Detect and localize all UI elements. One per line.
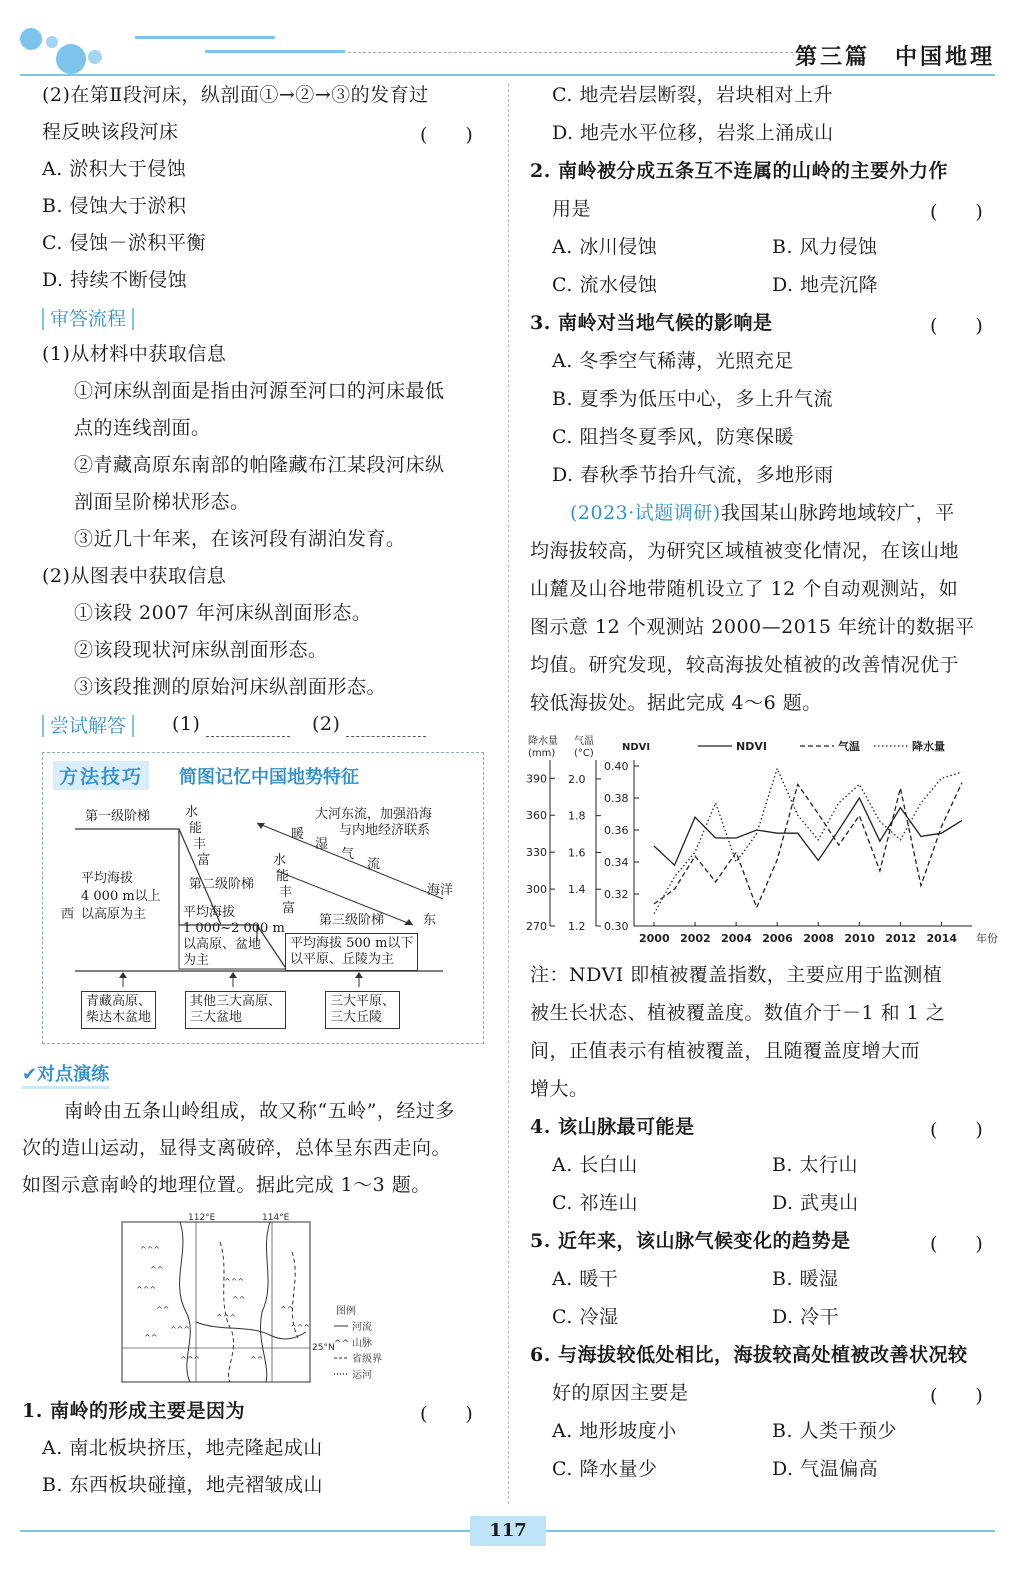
try-answer-1-label: (1) <box>172 713 201 735</box>
temp-tick-label: 1.2 <box>568 920 586 933</box>
step2-desc: 平均海拔 <box>183 905 236 920</box>
legend-label: 降水量 <box>912 740 945 753</box>
x-tick-label: 2010 <box>844 932 875 945</box>
option[interactable]: C. 地壳岩层断裂，岩块相对上升 <box>552 84 833 106</box>
flow-line: ①该段 2007 年河床纵剖面形态。 <box>74 602 372 624</box>
hydro-char: 能 <box>276 869 290 884</box>
x-tick-label: 2002 <box>680 932 711 945</box>
column-divider <box>508 84 509 1504</box>
option[interactable]: D. 地壳沉降 <box>772 274 879 296</box>
step2-desc: 以高原、盆地 <box>183 937 262 952</box>
step2-desc: 为主 <box>183 953 210 968</box>
deco-dot <box>56 44 86 74</box>
ndvi-tick-label: 0.30 <box>604 920 629 933</box>
series-line-precip <box>654 768 962 913</box>
answer-paren[interactable]: ( ) <box>420 124 473 146</box>
answer-paren[interactable]: ( ) <box>930 201 983 223</box>
series-line-temp <box>654 783 962 908</box>
region-box-2 <box>185 991 286 1029</box>
step3-label: 第三级阶梯 <box>319 913 385 928</box>
option[interactable]: A. 冰川侵蚀 <box>552 236 658 258</box>
temp-tick-label: 1.6 <box>568 846 586 860</box>
svg-text:^^: ^^ <box>250 1355 264 1364</box>
svg-text:^^^: ^^^ <box>140 1245 161 1254</box>
option[interactable]: B. 侵蚀大于淤积 <box>42 195 187 217</box>
passage-text: 我国某山脉跨地域较广，平 <box>720 502 955 524</box>
hydro-char: 丰 <box>193 837 207 852</box>
flow-tag-label: 审答流程 <box>42 308 134 330</box>
lon-label-114: 114°E <box>262 1213 290 1223</box>
hydro-char: 丰 <box>279 885 293 900</box>
option[interactable]: C. 侵蚀－淤积平衡 <box>42 232 206 254</box>
question-5: 5. 近年来，该山脉气候变化的趋势是 <box>530 1230 851 1252</box>
svg-text:^^: ^^ <box>156 1305 170 1314</box>
note-line: 间，正值表示有植被覆盖，且随覆盖度增大而 <box>530 1040 921 1062</box>
option[interactable]: B. 暖湿 <box>772 1268 839 1290</box>
step2-label: 第二级阶梯 <box>189 877 255 892</box>
question-1: 1. 南岭的形成主要是因为 <box>22 1400 245 1422</box>
option[interactable]: A. 地形坡度小 <box>552 1420 677 1442</box>
option[interactable]: D. 春秋季节抬升气流，多地形雨 <box>552 464 834 486</box>
ndvi-tick-label: 0.34 <box>604 856 629 869</box>
answer-paren[interactable]: ( ) <box>930 1385 983 1407</box>
hydro-char: 水 <box>273 853 287 868</box>
svg-text:^^: ^^ <box>232 1295 246 1304</box>
flow-tag <box>42 304 134 331</box>
practice-tag <box>22 1060 109 1089</box>
question-6-line1: 6. 与海拔较低处相比，海拔较高处植被改善状况较 <box>530 1344 968 1366</box>
lon-label-112: 112°E <box>188 1213 216 1223</box>
air-char: 暖 <box>291 827 305 842</box>
svg-text:^^: ^^ <box>280 1305 294 1314</box>
precip-tick-label: 390 <box>526 772 547 786</box>
deco-bar <box>205 50 345 53</box>
svg-text:^^^: ^^^ <box>170 1325 191 1334</box>
flow-line: ②青藏高原东南部的帕隆藏布江某段河床纵 <box>74 454 445 476</box>
legend-border: 省级界 <box>352 1354 382 1365</box>
option[interactable]: D. 地壳水平位移，岩浆上涌成山 <box>552 122 834 144</box>
ndvi-axis-label: NDVI <box>622 742 651 753</box>
option[interactable]: A. 长白山 <box>552 1154 638 1176</box>
passage-line: 山麓及山谷地带随机设立了 12 个自动观测站，如 <box>530 578 959 600</box>
svg-text:^^: ^^ <box>144 1333 158 1342</box>
answer-paren[interactable]: ( ) <box>930 1233 983 1255</box>
step3-desc-line: 平均海拔 500 m以下 <box>290 936 414 951</box>
x-tick-label: 2012 <box>885 932 917 945</box>
option[interactable]: B. 人类干预少 <box>772 1420 898 1442</box>
region-box-1 <box>81 991 156 1029</box>
method-title: 简图记忆中国地势特征 <box>179 767 359 788</box>
source-tag: (2023·试题调研) <box>570 502 721 524</box>
precip-tick-label: 270 <box>526 920 547 933</box>
lat-label-25n: 25°N <box>312 1343 335 1353</box>
note-line: 被生长状态、植被覆盖度。数值介于－1 和 1 之 <box>530 1002 946 1024</box>
question-4: 4. 该山脉最可能是 <box>530 1116 695 1138</box>
flow-line: ③该段推测的原始河床纵剖面形态。 <box>74 676 387 698</box>
answer-paren[interactable]: ( ) <box>420 1403 473 1425</box>
flow-line: 点的连线剖面。 <box>74 417 211 439</box>
intro-line: 如图示意南岭的地理位置。据此完成 1～3 题。 <box>22 1174 431 1196</box>
x-tick-label: 2004 <box>721 932 752 945</box>
temp-tick-label: 2.0 <box>568 772 586 786</box>
practice-tag-label: 对点演练 <box>37 1064 110 1085</box>
intro-line: 次的造山运动，显得支离破碎，总体呈东西走向。 <box>22 1137 452 1159</box>
legend-canal: 运河 <box>352 1370 372 1381</box>
passage-line-1 <box>570 500 955 526</box>
try-tag <box>42 711 134 738</box>
svg-text:^^^: ^^^ <box>290 1323 311 1332</box>
step2-desc: 1 000~2 000 m <box>183 921 285 936</box>
option[interactable]: B. 东西板块碰撞，地壳褶皱成山 <box>42 1474 324 1496</box>
svg-text:^^^: ^^^ <box>180 1355 201 1364</box>
region-box-line: 三大盆地 <box>190 1010 243 1025</box>
temp-axis-label: 气温 <box>574 736 594 747</box>
option[interactable]: B. 太行山 <box>772 1154 859 1176</box>
step1-desc: 以高原为主 <box>81 907 147 922</box>
question-2-line1: 2. 南岭被分成五条互不连属的山岭的主要外力作 <box>530 160 948 182</box>
precip-tick-label: 330 <box>526 846 547 860</box>
question-part2-line1: (2)在第Ⅱ段河床，纵剖面①→②→③的发育过 <box>42 84 429 106</box>
flow-line: ①河床纵剖面是指由河源至河口的河床最低 <box>74 380 445 402</box>
option[interactable]: A. 暖干 <box>552 1268 619 1290</box>
region-box-3 <box>325 991 400 1029</box>
step1-label: 第一级阶梯 <box>85 809 151 824</box>
intro-line: 南岭由五条山岭组成，故又称“五岭”，经过多 <box>64 1100 455 1122</box>
x-tick-label: 2006 <box>762 932 793 945</box>
option[interactable]: A. 淤积大于侵蚀 <box>42 158 187 180</box>
svg-text:^^^: ^^^ <box>224 1277 245 1286</box>
hydro-char: 富 <box>197 853 211 868</box>
deco-dot <box>46 36 58 48</box>
option[interactable]: C. 流水侵蚀 <box>552 274 658 296</box>
temp-tick-label: 1.4 <box>568 883 586 897</box>
question-6-line2: 好的原因主要是 <box>552 1382 689 1404</box>
header-rule <box>20 74 995 76</box>
question-2-line2: 用是 <box>552 198 592 220</box>
method-box <box>42 752 484 1044</box>
precip-tick-label: 360 <box>526 809 547 823</box>
question-3: 3. 南岭对当地气候的影响是 <box>530 312 773 334</box>
ndvi-tick-label: 0.38 <box>604 792 629 805</box>
x-axis-label: 年份 <box>976 932 998 945</box>
try-answer-2-blank[interactable] <box>346 736 426 737</box>
passage-line: 均海拔较高，为研究区域植被变化情况，在该山地 <box>530 540 960 562</box>
legend-mountain-symbol: ^^ <box>334 1339 350 1349</box>
deco-bar <box>135 36 275 39</box>
method-tag: 方法技巧 <box>53 761 149 790</box>
ndvi-chart <box>522 730 1002 955</box>
hydro-char: 富 <box>282 901 296 916</box>
option[interactable]: A. 南北板块挤压，地壳隆起成山 <box>42 1437 323 1459</box>
river-note: 大河东流，加强沿海 <box>315 807 433 822</box>
page-number: 117 <box>470 1516 546 1546</box>
answer-paren[interactable]: ( ) <box>930 1119 983 1141</box>
region-box-line: 三大丘陵 <box>330 1010 383 1025</box>
region-box-line: 柴达木盆地 <box>86 1010 152 1025</box>
step3-desc <box>285 933 418 971</box>
temp-axis-label: (°C) <box>574 748 594 759</box>
option[interactable]: B. 风力侵蚀 <box>772 236 878 258</box>
note-line: 注：NDVI 即植被覆盖指数，主要应用于监测植 <box>530 964 943 986</box>
step3-desc-line: 以平原、丘陵为主 <box>290 952 395 967</box>
region-box-line: 其他三大高原、 <box>190 994 282 1009</box>
question-part2-line2: 程反映该段河床 <box>42 121 179 143</box>
section-title: 第三篇 中国地理 <box>794 45 995 70</box>
option[interactable]: C. 降水量少 <box>552 1458 658 1480</box>
air-char: 流 <box>367 857 381 872</box>
note-line: 增大。 <box>530 1078 589 1100</box>
svg-text:^^: ^^ <box>150 1265 164 1274</box>
x-tick-label: 2000 <box>639 932 670 945</box>
option[interactable]: C. 阻挡冬夏季风，防寒保暖 <box>552 426 794 448</box>
precip-axis-label: (mm) <box>528 748 556 759</box>
deco-dot <box>20 28 42 50</box>
passage-line: 均值。研究发现，较高海拔处植被的改善情况优于 <box>530 654 960 676</box>
ndvi-tick-label: 0.36 <box>604 824 629 837</box>
air-char: 气 <box>341 847 355 862</box>
option[interactable]: D. 持续不断侵蚀 <box>42 269 188 291</box>
region-box-line: 青藏高原、 <box>86 994 152 1009</box>
legend-mountain: 山脉 <box>352 1338 372 1349</box>
x-tick-label: 2008 <box>803 932 834 945</box>
option[interactable]: B. 夏季为低压中心，多上升气流 <box>552 388 834 410</box>
svg-text:^^^: ^^^ <box>136 1285 157 1294</box>
ndvi-tick-label: 0.32 <box>604 888 629 901</box>
option[interactable]: D. 冷干 <box>772 1306 840 1328</box>
option[interactable]: C. 祁连山 <box>552 1192 638 1214</box>
x-tick-label: 2014 <box>926 932 958 945</box>
try-tag-label: 尝试解答 <box>42 715 134 737</box>
step1-desc: 4 000 m以上 <box>81 889 161 904</box>
passage-line: 图示意 12 个观测站 2000—2015 年统计的数据平 <box>530 616 975 638</box>
temp-tick-label: 1.8 <box>568 809 586 823</box>
option[interactable]: D. 武夷山 <box>772 1192 859 1214</box>
precip-axis-label: 降水量 <box>528 736 558 747</box>
region-box-line: 三大平原、 <box>330 994 396 1009</box>
precip-tick-label: 300 <box>526 883 547 897</box>
series-line-ndvi <box>654 798 962 865</box>
option[interactable]: D. 气温偏高 <box>772 1458 879 1480</box>
answer-paren[interactable]: ( ) <box>930 315 983 337</box>
ndvi-tick-label: 0.40 <box>604 760 629 773</box>
legend-label: 气温 <box>838 740 860 753</box>
legend-title: 图例 <box>336 1306 356 1317</box>
check-icon: ✔ <box>22 1064 38 1085</box>
deco-dot <box>88 50 102 64</box>
flow-line: ②该段现状河床纵剖面形态。 <box>74 639 328 661</box>
hydro-char: 水 <box>185 805 199 820</box>
nanling-map <box>120 1212 400 1384</box>
svg-text:^^^: ^^^ <box>216 1313 237 1322</box>
legend-river: 河流 <box>352 1322 372 1333</box>
east-label: 东 <box>423 913 437 928</box>
option[interactable]: C. 冷湿 <box>552 1306 619 1328</box>
ocean-label: 海洋 <box>427 883 454 898</box>
try-answer-2-label: (2) <box>312 713 341 735</box>
flow-line: 剖面呈阶梯状形态。 <box>74 491 250 513</box>
legend-label: NDVI <box>736 740 767 753</box>
west-label: 西 <box>61 907 75 922</box>
step1-desc: 平均海拔 <box>81 871 134 886</box>
passage-line: 较低海拔处。据此完成 4～6 题。 <box>530 692 822 714</box>
option[interactable]: A. 冬季空气稀薄，光照充足 <box>552 350 794 372</box>
river-note: 与内地经济联系 <box>339 823 431 838</box>
flow-line: (1)从材料中获取信息 <box>42 343 227 365</box>
flow-line: (2)从图表中获取信息 <box>42 565 227 587</box>
air-char: 湿 <box>315 837 329 852</box>
deco-dotted-rule <box>348 52 793 53</box>
hydro-char: 能 <box>189 821 203 836</box>
flow-line: ③近几十年来，在该河段有湖泊发育。 <box>74 528 406 550</box>
try-answer-1-blank[interactable] <box>206 736 290 737</box>
